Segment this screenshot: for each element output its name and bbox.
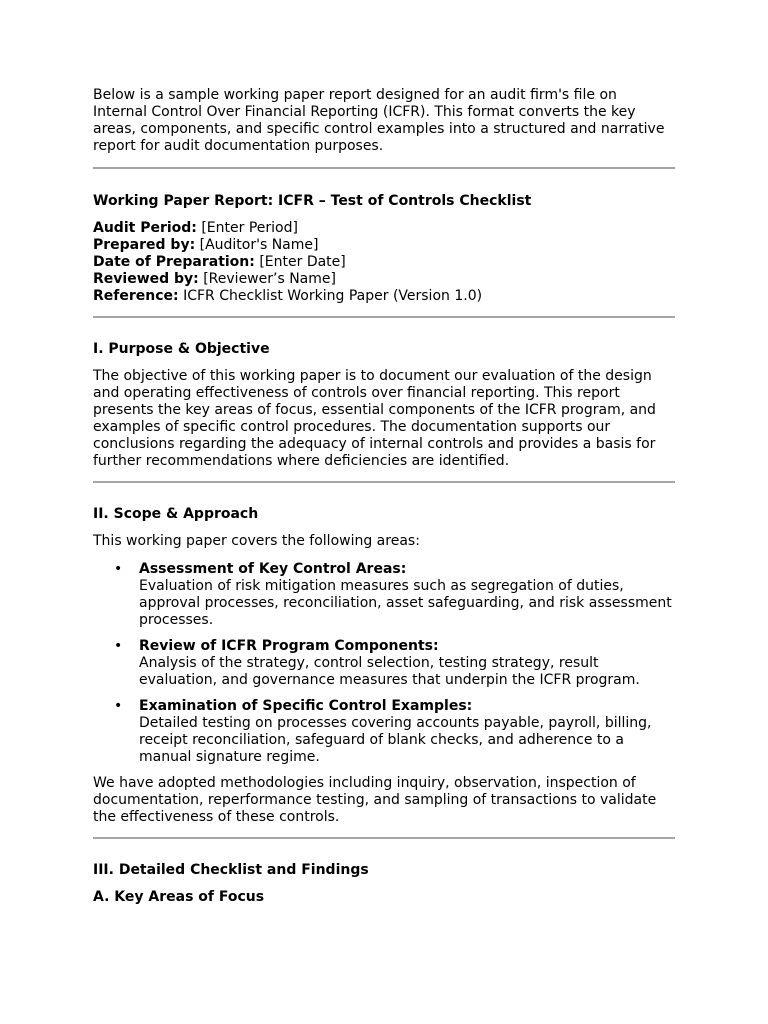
meta-prepared-by [93,237,675,254]
meta-label: Date of Preparation: [93,254,255,270]
meta-value: ICFR Checklist Working Paper (Version 1.0) [178,288,483,304]
divider [93,837,675,839]
section-heading-scope: II. Scope & Approach [93,506,259,522]
subsection-heading-key-areas: A. Key Areas of Focus [93,889,265,905]
report-metadata [93,220,675,305]
meta-reviewed-by [93,271,675,288]
bullet-glyph: • [114,561,123,577]
bullet-title: Review of ICFR Program Components: [139,638,439,654]
bullet-text: Analysis of the strategy, control selection, testing strategy, result evaluation, and governance measures that underpin the ICFR program. [139,655,640,688]
meta-date-of-preparation [93,254,675,271]
report-title: Working Paper Report: ICFR – Test of Controls Checklist [93,193,532,209]
meta-label: Reference: [93,288,179,304]
meta-value: [Auditor's Name] [195,237,319,253]
meta-reference [93,288,675,305]
meta-audit-period [93,220,675,237]
divider [93,167,675,169]
bullet-text: Detailed testing on processes covering accounts payable, payroll, billing, receipt reconciliation, safeguard of blank checks, and adherence to a manual signature regime. [139,715,652,765]
divider [93,316,675,318]
bullet-title: Examination of Specific Control Examples: [139,698,473,714]
intro-paragraph: Below is a sample working paper report designed for an audit firm's file on Internal Control Over Financial Reporting (ICFR). This format converts the key areas, components, and specific control examples into a structured and narrative report for audit documentation purposes. [93,87,665,154]
bullet-glyph: • [114,698,123,714]
bullet-text: Evaluation of risk mitigation measures such as segregation of duties, approval processes, reconciliation, asset safeguarding, and risk assessment processes. [139,578,672,628]
meta-label: Reviewed by: [93,271,199,287]
bullet-title: Assessment of Key Control Areas: [139,561,407,577]
meta-value: [Reviewer’s Name] [198,271,336,287]
meta-value: [Enter Period] [196,220,298,236]
document-page [93,87,675,906]
meta-value: [Enter Date] [254,254,346,270]
divider [93,481,675,483]
scope-closing-paragraph: We have adopted methodologies including inquiry, observation, inspection of documentation, reperformance testing, and sampling of transactions to validate the effectiveness of these controls. [93,775,657,825]
scope-lead: This working paper covers the following areas: [93,533,420,549]
bullet-glyph: • [114,638,123,654]
meta-label: Audit Period: [93,220,197,236]
section-heading-purpose: I. Purpose & Objective [93,341,270,357]
section-heading-checklist: III. Detailed Checklist and Findings [93,862,369,878]
list-item [93,638,675,689]
scope-bullet-list [93,561,675,766]
list-item [93,561,675,629]
meta-label: Prepared by: [93,237,196,253]
list-item [93,698,675,766]
purpose-paragraph: The objective of this working paper is to document our evaluation of the design and operating effectiveness of controls over financial reporting. This report presents the key areas of focus, essential components of the ICFR program, and examples of specific control procedures. The documentation supports our conclusions regarding the adequacy of internal controls and provides a basis for further recommendations where deficiencies are identified. [93,368,656,469]
